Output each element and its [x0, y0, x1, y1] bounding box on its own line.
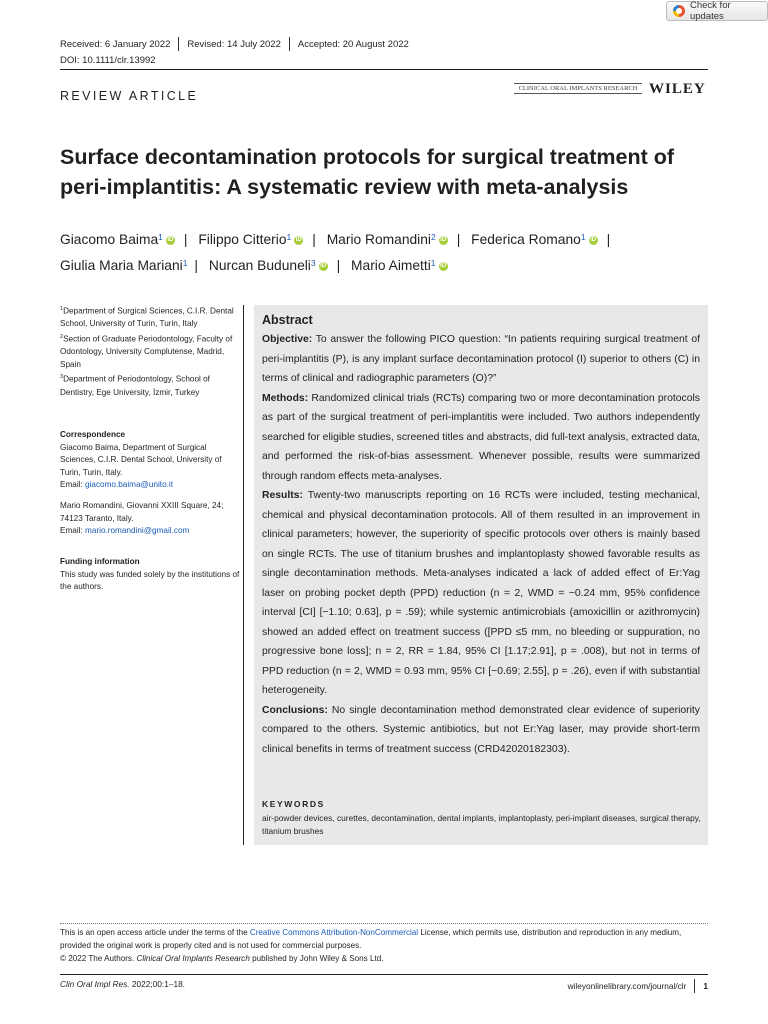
- copyright-text: © 2022 The Authors.: [60, 953, 137, 963]
- affiliation-item: [60, 371, 240, 399]
- text: Randomized clinical trials (RCTs) comparing two or more decontamination protocols as part of the surgical treatment of peri-implantitis were included. Two authors independently searched for eligible studies, screened titles and abstracts, did full-text analysis, extracted data, and performed the risk-of-bias assessment. Whenever possible, results were summarized through random effects meta-analyses.: [262, 392, 700, 482]
- check-for-updates-label: Check for updates: [689, 0, 731, 22]
- author-separator: |: [336, 258, 341, 273]
- copyright-journal: Clinical Oral Implants Research: [136, 953, 250, 963]
- orcid-icon[interactable]: iD: [295, 236, 302, 243]
- affiliation-text: Section of Graduate Periodontology, Faculty of Odontology, University Complutense, Madrid, Spain: [60, 334, 233, 369]
- orcid-icon[interactable]: iD: [590, 236, 597, 243]
- abstract-heading: Abstract: [262, 313, 313, 327]
- citation-details: 2022;00:1–18.: [129, 979, 185, 989]
- orcid-icon[interactable]: iD: [320, 262, 327, 269]
- header-rule: [60, 69, 708, 70]
- funding-text: This study was funded solely by the institutions of the authors.: [60, 569, 240, 592]
- email-link[interactable]: mario.romandini@gmail.com: [85, 526, 190, 536]
- abstract-body: [262, 330, 700, 759]
- accepted-date: Accepted: 20 August 2022: [297, 38, 409, 50]
- funding-heading: Funding information: [60, 557, 140, 566]
- label: Results:: [262, 490, 303, 501]
- publisher-logo: WILEY: [649, 81, 706, 97]
- affiliation-marker: 1: [286, 232, 292, 242]
- funding: [60, 556, 240, 594]
- footer-divider: [60, 923, 708, 924]
- correspondence: [60, 429, 240, 538]
- page-number: 1: [703, 981, 708, 991]
- received-date: Received: 6 January 2022: [60, 38, 171, 50]
- license-text: License, which permits use, distribution and reproduction in any medium, provided the original work is properly cited and is not used for commercial purposes.: [60, 928, 682, 950]
- correspondence-address: Mario Romandini, Giovanni XXIII Square, 24; 74123 Taranto, Italy.: [60, 500, 224, 523]
- affiliation-item: [60, 331, 240, 372]
- author-separator: |: [606, 232, 611, 247]
- text: No single decontamination method demonstrated clear evidence of superiority compared to the others. Systemic antibiotics, but not Er:Yag laser, may provide short-term clinical benefits in terms of treatment success (CRD42020182303).: [262, 704, 701, 755]
- affiliation-marker: 1: [430, 258, 436, 268]
- copyright-text: published by John Wiley & Sons Ltd.: [249, 953, 384, 963]
- orcid-icon[interactable]: iD: [167, 236, 174, 243]
- email-label: Email:: [60, 526, 86, 536]
- divider: [178, 37, 179, 51]
- label: Objective:: [262, 334, 313, 345]
- author-name[interactable]: Nurcan Buduneli: [208, 258, 311, 273]
- author-separator: |: [183, 232, 188, 247]
- license-text: This is an open access article under the terms of the: [60, 928, 250, 937]
- citation-journal: Clin Oral Impl Res.: [60, 979, 130, 989]
- correspondence-heading: Correspondence: [60, 430, 126, 439]
- article-title: Surface decontamination protocols for surgical treatment of peri-implantitis: A systematic review with meta-analysis: [60, 145, 675, 199]
- correspondence-block: [60, 500, 240, 538]
- author-name[interactable]: Giulia Maria Mariani: [60, 258, 183, 273]
- journal-logo: CLINICAL ORAL IMPLANTS RESEARCH: [514, 83, 642, 94]
- author-separator: |: [194, 258, 199, 273]
- email-link[interactable]: giacomo.baima@unito.it: [85, 480, 173, 490]
- label: Methods:: [262, 392, 309, 404]
- orcid-icon[interactable]: iD: [440, 236, 447, 243]
- journal-url[interactable]: wileyonlinelibrary.com/journal/clr: [567, 981, 687, 991]
- affiliation-text: Department of Periodontology, School of Dentistry, Ege University, İzmir, Turkey: [60, 375, 210, 397]
- abstract-objective: [262, 330, 700, 389]
- author-name[interactable]: Giacomo Baima: [60, 232, 159, 247]
- license-link[interactable]: Creative Commons Attribution-NonCommercial: [249, 928, 419, 937]
- keywords-heading: KEYWORDS: [262, 799, 325, 809]
- license-note: [60, 927, 710, 965]
- author-list: [60, 227, 720, 279]
- email-label: Email:: [60, 480, 86, 490]
- citation: [60, 979, 185, 989]
- footer-rule: [60, 974, 708, 975]
- text: Twenty-two manuscripts reporting on 16 RCTs were included, testing mechanical, chemical and physical decontamination protocols. All of them resulted in an improvement in clinical parameters; however, the superiority of specific protocols over others is mainly based on single RCTs. The use of titanium brushes and implantoplasty showed favorable results as single decontamination methods. Meta-analyses indicated a lack of added effect of Er:Yag laser on probing pocket depth (PPD) reduction (n = 2, WMD = −0.24 mm, 95% confidence interval [CI] [−1.10; 0.63], p = .59); while systemic antimicrobials (amoxicillin or azithromycin) showed an added effect on treatment success ([PPD ≤5 mm, no bleeding or suppuration, no progressive bone loss]; n = 2, RR = 1.84, 95% CI [1.17;2.91], p = .008), but not in terms of PPD reduction (n = 2, WMD = 0.93 mm, 95% CI [−0.69; 2.55], p = .26), even if with substantial heterogeneity.: [262, 490, 701, 696]
- keywords-text: air-powder devices, curettes, decontamination, dental implants, implantoplasty, peri-implant diseases, surgical therapy, titanium brushes: [262, 813, 701, 836]
- author-name[interactable]: Federica Romano: [471, 232, 581, 247]
- divider: [694, 979, 695, 993]
- doi[interactable]: DOI: 10.1111/clr.13992: [60, 55, 156, 66]
- affiliation-marker: 1: [158, 232, 163, 242]
- revised-date: Revised: 14 July 2022: [187, 38, 281, 50]
- orcid-icon[interactable]: iD: [440, 262, 447, 269]
- affiliation-marker: 3: [310, 258, 316, 268]
- affiliation-item: [60, 303, 240, 331]
- affiliation-marker: 2: [430, 232, 436, 242]
- abstract-rule: [243, 305, 244, 845]
- author-name[interactable]: Mario Aimetti: [351, 258, 431, 273]
- affiliation-text: Department of Surgical Sciences, C.I.R. Dental School, University of Turin, Turin, Italy: [60, 306, 234, 329]
- correspondence-block: [60, 442, 240, 492]
- affiliation-marker: 1: [182, 258, 188, 268]
- abstract-conclusions: [262, 701, 700, 760]
- article-type: REVIEW ARTICLE: [60, 89, 199, 103]
- divider: [289, 37, 290, 51]
- affiliation-marker: 3: [60, 374, 64, 381]
- correspondence-address: Giacomo Baima, Department of Surgical Sciences, C.I.R. Dental School, University of Turin, Turin, Italy.: [60, 442, 222, 477]
- crossmark-icon: [673, 5, 685, 17]
- author-separator: |: [312, 232, 316, 247]
- footer-right: [568, 979, 708, 993]
- affiliations: [60, 303, 240, 399]
- affiliation-marker: 1: [580, 232, 586, 242]
- abstract-methods: [262, 389, 700, 487]
- text: To answer the following PICO question: “In patients requiring surgical treatment of peri-implantitis (P), is any implant surface decontamination protocol (I) superior to others (C) in terms of clinical and radiographic parameters (O)?”: [262, 334, 700, 384]
- affiliation-marker: 2: [60, 333, 64, 340]
- author-name[interactable]: Filippo Citterio: [198, 232, 287, 247]
- abstract-results: [262, 486, 700, 701]
- check-for-updates-button[interactable]: [666, 1, 768, 21]
- label: Conclusions:: [262, 704, 328, 716]
- affiliation-marker: 1: [60, 306, 64, 312]
- author-name[interactable]: Mario Romandini: [326, 232, 431, 247]
- article-dates: [60, 37, 409, 51]
- author-separator: |: [456, 232, 461, 247]
